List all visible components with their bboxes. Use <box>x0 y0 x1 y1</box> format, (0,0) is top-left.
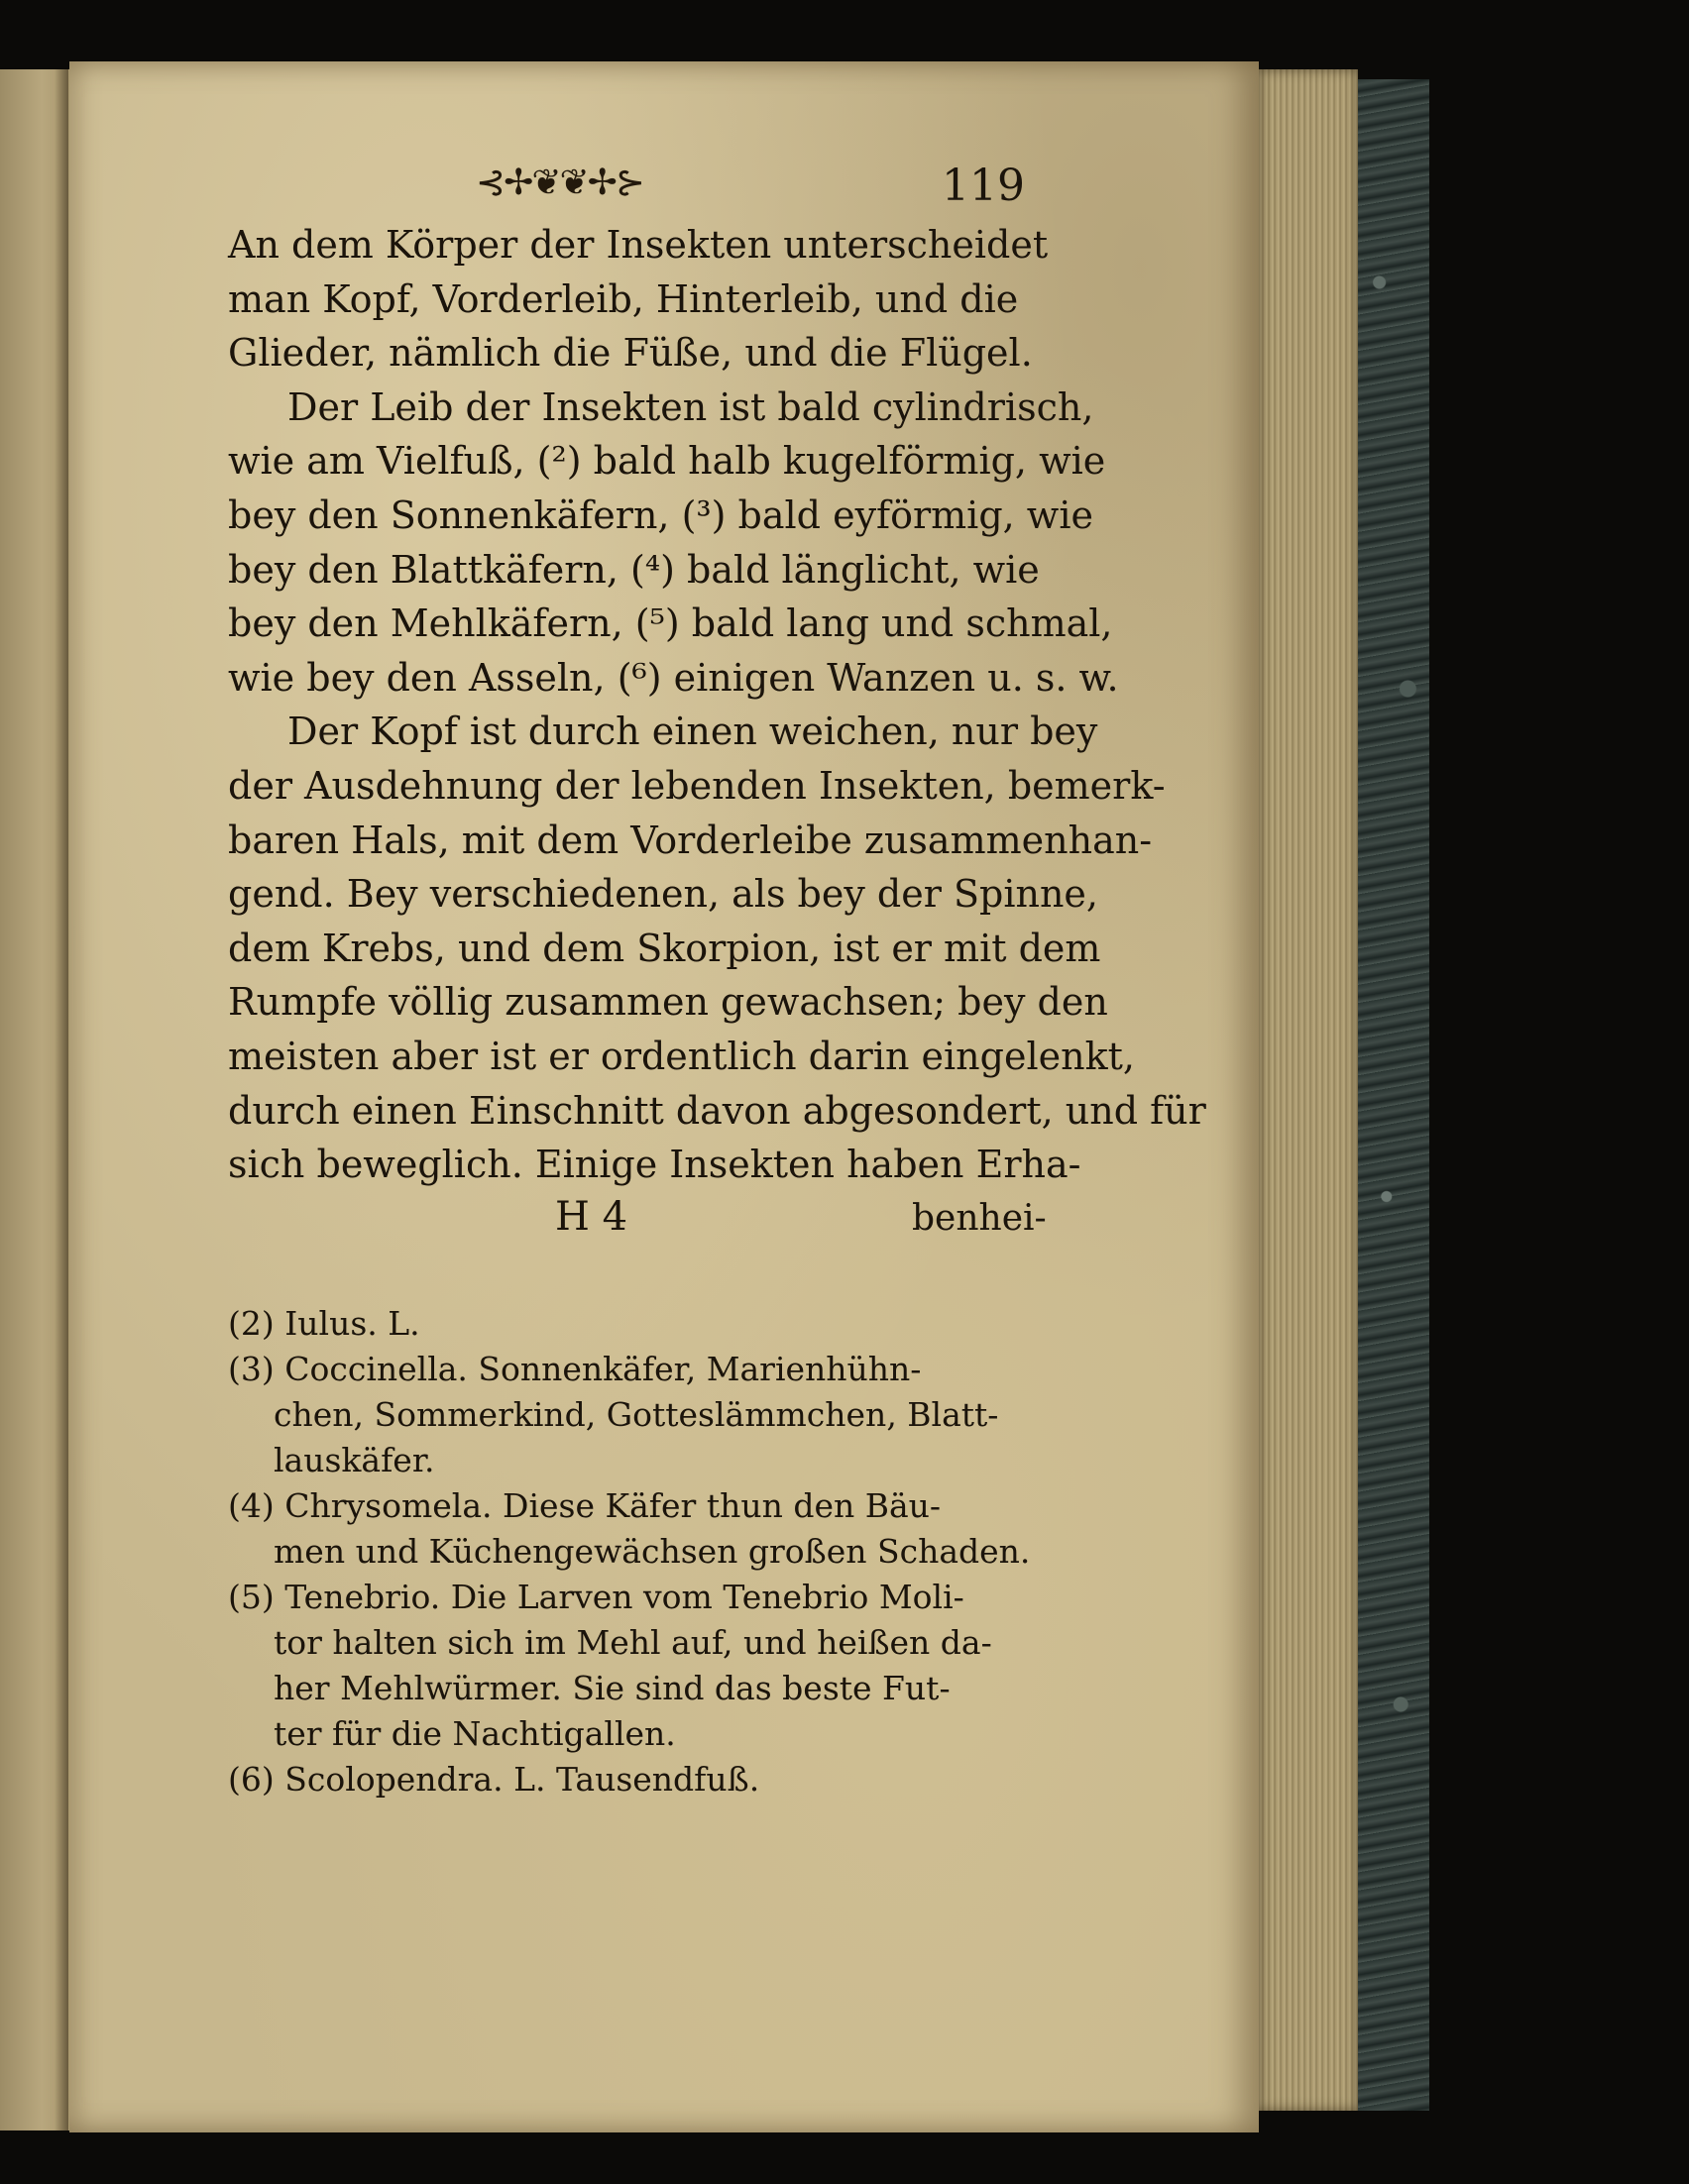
marbled-cover <box>1358 79 1429 2111</box>
body-line: Rumpfe völlig zusammen gewachsen; bey den <box>228 980 1108 1025</box>
body-line: An dem Körper der Insekten unterscheidet <box>228 223 1049 267</box>
footnote-line: (3) Coccinella. Sonnenkäfer, Marienhühn- <box>228 1349 922 1388</box>
body-line: sich beweglich. Einige Insekten haben Erha- <box>228 1143 1081 1187</box>
footnote-line: (5) Tenebrio. Die Larven vom Tenebrio Moli- <box>228 1577 964 1616</box>
footnote-line: (2) Iulus. L. <box>228 1303 420 1343</box>
body-line: durch einen Einschnitt davon abgesondert, und für <box>228 1088 1206 1133</box>
body-line: meisten aber ist er ordentlich darin eingelenkt, <box>228 1034 1135 1078</box>
body-line: bey den Blattkäfern, (⁴) bald länglicht, wie <box>228 547 1040 592</box>
footnote-line: tor halten sich im Mehl auf, und heißen da- <box>274 1622 992 1662</box>
body-line: gend. Bey verschiedenen, als bey der Spinne, <box>228 872 1098 917</box>
footnote-line: chen, Sommerkind, Gotteslämmchen, Blatt- <box>274 1394 999 1434</box>
body-line: Glieder, nämlich die Füße, und die Flügel. <box>228 331 1033 376</box>
body-line: bey den Sonnenkäfern, (³) bald eyförmig, wie <box>228 492 1093 537</box>
body-line: wie am Vielfuß, (²) bald halb kugelförmig, wie <box>228 439 1106 484</box>
body-line: baren Hals, mit dem Vorderleibe zusammenhan- <box>228 818 1153 862</box>
page-number: 119 <box>942 161 1025 211</box>
footnote-line: ter für die Nachtigallen. <box>274 1713 676 1753</box>
footnote-line: lauskäfer. <box>274 1440 435 1479</box>
page-block-edges <box>1259 69 1358 2111</box>
footnote-line: men und Küchengewächsen großen Schaden. <box>274 1531 1031 1571</box>
body-line: wie bey den Asseln, (⁶) einigen Wanzen u. s. w. <box>228 655 1119 700</box>
body-line: man Kopf, Vorderleib, Hinterleib, und die <box>228 276 1019 321</box>
footnote-line: her Mehlwürmer. Sie sind das beste Fut- <box>274 1668 951 1707</box>
footnotes <box>228 1301 1061 1802</box>
gutter-shadow <box>55 69 68 2130</box>
page-text <box>228 149 1206 1802</box>
body-line: Der Leib der Insekten ist bald cylindrisch, <box>287 384 1094 429</box>
body-line: bey den Mehlkäfern, (⁵) bald lang und schmal, <box>228 601 1113 646</box>
body-text <box>228 218 1206 1192</box>
catchword: benhei- <box>912 1197 1047 1239</box>
page-header <box>228 149 1061 218</box>
signature-row <box>228 1194 1061 1252</box>
printer-signature: H 4 <box>555 1193 628 1240</box>
body-line: dem Krebs, und dem Skorpion, ist er mit dem <box>228 926 1101 970</box>
footnote-line: (4) Chrysomela. Diese Käfer thun den Bäu- <box>228 1485 942 1525</box>
body-line: Der Kopf ist durch einen weichen, nur bey <box>287 710 1098 754</box>
footnote-line: (6) Scolopendra. L. Tausendfuß. <box>228 1759 760 1799</box>
header-ornament: ⊰✢❦❦✢⊱ <box>476 163 643 203</box>
body-line: der Ausdehnung der lebenden Insekten, bemerk- <box>228 763 1166 808</box>
